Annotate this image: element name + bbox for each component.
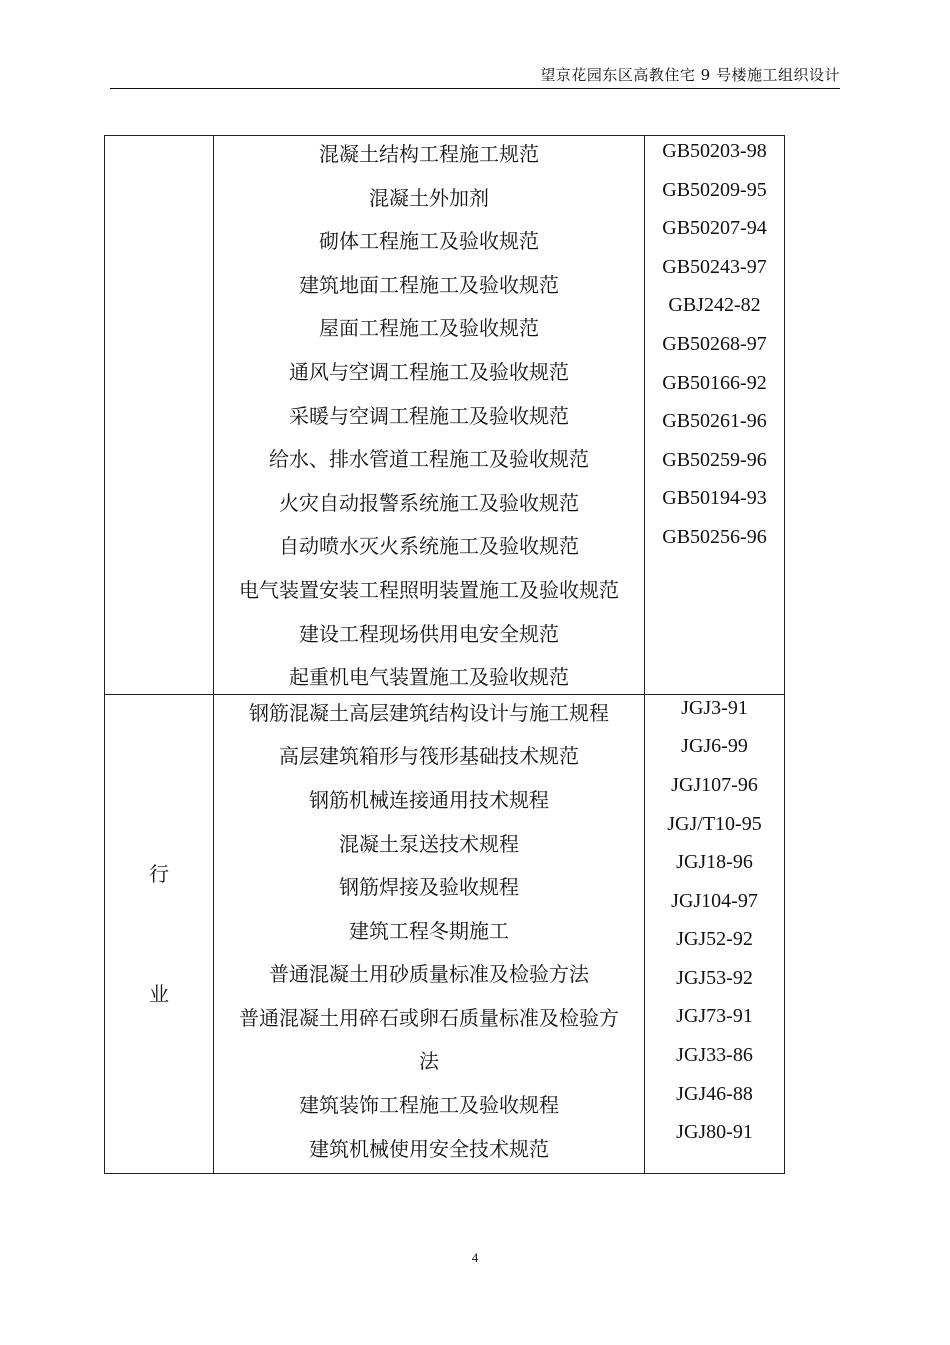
standard-code: GB50261-96 bbox=[662, 410, 767, 433]
standard-name: 屋面工程施工及验收规范 bbox=[319, 316, 539, 341]
standard-name: 给水、排水管道工程施工及验收规范 bbox=[269, 447, 589, 472]
category-cell bbox=[105, 136, 214, 695]
standard-code: GB50207-94 bbox=[662, 217, 767, 240]
standard-codes-cell bbox=[645, 694, 785, 1174]
standard-code: JGJ80-91 bbox=[676, 1121, 753, 1144]
standard-code: JGJ6-99 bbox=[681, 735, 748, 758]
standard-name: 混凝土泵送技术规程 bbox=[339, 831, 519, 856]
standard-code: JGJ73-91 bbox=[676, 1005, 753, 1028]
category-label-char: 行 bbox=[149, 861, 169, 886]
standard-code: JGJ33-86 bbox=[676, 1044, 753, 1067]
standard-name: 电气装置安装工程照明装置施工及验收规范 bbox=[239, 577, 619, 602]
standard-code: JGJ3-91 bbox=[681, 696, 748, 719]
standard-code: GBJ242-82 bbox=[668, 294, 761, 317]
page-number: 4 bbox=[471, 1250, 479, 1265]
standard-code: GB50243-97 bbox=[662, 255, 767, 278]
header-divider bbox=[110, 88, 840, 89]
standards-table bbox=[104, 135, 785, 1174]
standard-names-cell bbox=[214, 694, 645, 1174]
category-label-char: 业 bbox=[149, 981, 169, 1006]
standard-code: JGJ18-96 bbox=[676, 851, 753, 874]
standard-name: 采暖与空调工程施工及验收规范 bbox=[289, 403, 569, 428]
standard-name: 高层建筑箱形与筏形基础技术规范 bbox=[279, 744, 579, 769]
standard-name: 建设工程现场供用电安全规范 bbox=[299, 621, 559, 646]
standard-name: 砌体工程施工及验收规范 bbox=[319, 229, 539, 254]
standard-code: JGJ52-92 bbox=[676, 928, 753, 951]
standard-codes-list bbox=[645, 132, 784, 557]
standard-codes-list bbox=[645, 689, 784, 1152]
standard-code: GB50166-92 bbox=[662, 371, 767, 394]
standard-code: GB50194-93 bbox=[662, 487, 767, 510]
standard-code: GB50209-95 bbox=[662, 178, 767, 201]
standard-name: 普通混凝土用碎石或卵石质量标准及检验方 bbox=[239, 1005, 619, 1030]
standard-code: GB50268-97 bbox=[662, 332, 767, 355]
standard-name: 自动喷水灭火系统施工及验收规范 bbox=[279, 534, 579, 559]
standard-name: 火灾自动报警系统施工及验收规范 bbox=[279, 490, 579, 515]
table-row-industry bbox=[105, 694, 785, 1174]
standard-names-cell bbox=[214, 136, 645, 695]
standard-name: 建筑地面工程施工及验收规范 bbox=[299, 272, 559, 297]
standard-names-list bbox=[214, 692, 644, 1172]
standard-codes-cell bbox=[645, 136, 785, 695]
category-label bbox=[105, 861, 213, 1006]
standard-name: 通风与空调工程施工及验收规范 bbox=[289, 359, 569, 384]
standard-code: JGJ46-88 bbox=[676, 1082, 753, 1105]
standard-name: 混凝土外加剂 bbox=[369, 185, 489, 210]
standard-name: 起重机电气装置施工及验收规范 bbox=[289, 665, 569, 690]
standard-name: 钢筋焊接及验收规程 bbox=[339, 875, 519, 900]
standard-name: 普通混凝土用砂质量标准及检验方法 bbox=[269, 962, 589, 987]
standard-name: 钢筋混凝土高层建筑结构设计与施工规程 bbox=[249, 700, 609, 725]
standard-code: GB50203-98 bbox=[662, 140, 767, 162]
standard-code: GB50256-96 bbox=[662, 525, 767, 548]
standard-code: JGJ53-92 bbox=[676, 966, 753, 989]
running-header: 望京花园东区高教住宅 9 号楼施工组织设计 bbox=[540, 66, 840, 84]
standard-code: JGJ107-96 bbox=[671, 773, 758, 796]
standard-name: 钢筋机械连接通用技术规程 bbox=[309, 787, 549, 812]
standard-name: 建筑工程冬期施工 bbox=[349, 918, 509, 943]
standard-name: 建筑机械使用安全技术规范 bbox=[309, 1136, 549, 1161]
standard-code: JGJ104-97 bbox=[671, 889, 758, 912]
table-row-national bbox=[105, 136, 785, 695]
standard-code: JGJ/T10-95 bbox=[667, 812, 762, 835]
standard-name: 建筑装饰工程施工及验收规程 bbox=[299, 1093, 559, 1118]
standard-name: 混凝土结构工程施工规范 bbox=[319, 142, 539, 166]
category-cell bbox=[105, 694, 214, 1174]
standard-code: GB50259-96 bbox=[662, 448, 767, 471]
standard-names-list bbox=[214, 133, 644, 700]
standard-name: 法 bbox=[419, 1049, 439, 1074]
